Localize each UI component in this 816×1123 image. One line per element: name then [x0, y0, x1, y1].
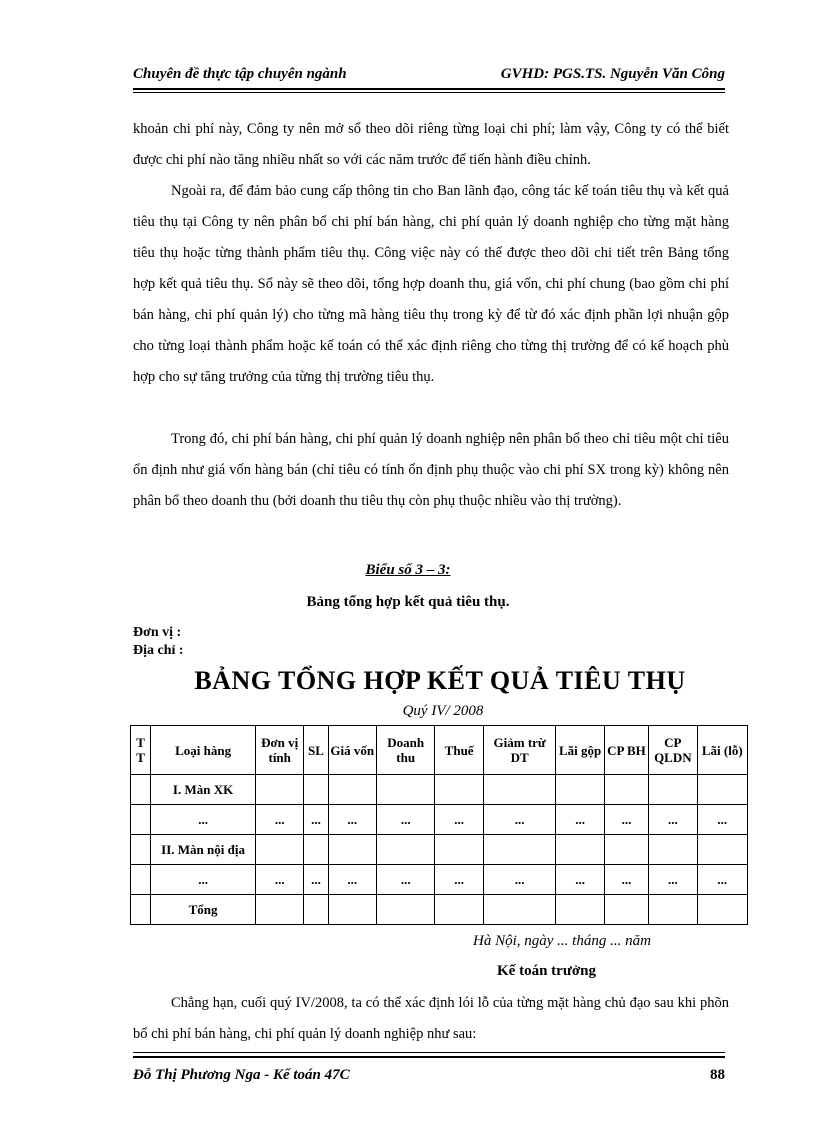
column-header: T T — [131, 726, 151, 775]
paragraph-2: Ngoài ra, để đảm bảo cung cấp thông tin cho Ban lãnh đạo, công tác kế toán tiêu thụ và kết quả tiêu thụ tại Công ty nên phân bổ chi phí bán hàng, chi phí quản lý doanh nghiệp cho từng mặt hàng tiêu thụ hoặc từng thành phẩm tiêu thụ. Công việc này có thể được theo dõi chi tiết trên Bảng tổng hợp kết quả tiêu thụ. Sổ này sẽ theo dõi, tổng hợp doanh thu, giá vốn, chi phí chung (bao gồm chi phí bán hàng, chi phí quản lý) cho từng mã hàng tiêu thụ trong kỳ để từ đó xác định phần lợi nhuận gộp cho từng loại thành phẩm hoặc kế toán có thể xác định riêng cho từng thị trường để có kế hoạch phù hợp cho sự tăng trưởng của từng thị trường tiêu thụ. — [133, 183, 729, 385]
column-header: Lãi (lỗ) — [697, 726, 747, 775]
table-cell — [328, 895, 376, 925]
table-cell — [131, 835, 151, 865]
table-cell — [131, 805, 151, 835]
table-cell — [697, 775, 747, 805]
column-header: Lãi gộp — [556, 726, 604, 775]
table-cell — [697, 835, 747, 865]
table-cell — [483, 895, 556, 925]
paragraph-3: Trong đó, chi phí bán hàng, chi phí quản lý doanh nghiệp nên phân bổ theo chỉ tiêu một chỉ tiêu ổn định như giá vốn hàng bán (chỉ tiêu có tính ổn định phụ thuộc vào chi phí SX trong kỳ) không nên phân bổ theo doanh thu (bởi doanh thu tiêu thụ còn phụ thuộc nhiều vào thị trường). — [133, 431, 729, 509]
table-cell — [328, 835, 376, 865]
footer-rule-thin — [133, 1052, 725, 1053]
table-cell: Tổng — [151, 895, 256, 925]
table-cell — [556, 895, 604, 925]
column-header: CP QLDN — [649, 726, 697, 775]
page-number: 88 — [710, 1067, 725, 1083]
table-cell: II. Màn nội địa — [151, 835, 256, 865]
table-row — [131, 865, 748, 895]
column-header: Giảm trừ DT — [483, 726, 556, 775]
table-cell: ... — [604, 805, 648, 835]
table-cell — [256, 835, 304, 865]
table-cell: ... — [376, 805, 434, 835]
footer-author: Đỗ Thị Phương Nga - Kế toán 47C — [133, 1067, 350, 1083]
header-left-text: Chuyên đề thực tập chuyên ngành — [133, 66, 347, 82]
table-cell — [376, 895, 434, 925]
table-cell — [304, 775, 328, 805]
table-cell — [304, 835, 328, 865]
table-cell: ... — [604, 865, 648, 895]
paragraph-4: Chẳng hạn, cuối quý IV/2008, ta có thể xác định lói lỗ của từng mặt hàng chủ đạo sau khi phõn bổ chi phí bán hàng, chi phí quản lý doanh nghiệp như sau: — [133, 995, 729, 1042]
table-cell — [328, 775, 376, 805]
table-cell: ... — [697, 805, 747, 835]
table-cell — [131, 865, 151, 895]
table-cell: ... — [697, 865, 747, 895]
table-cell: I. Màn XK — [151, 775, 256, 805]
address-label: Địa chỉ : — [133, 643, 184, 658]
table-cell: ... — [556, 865, 604, 895]
table-cell — [604, 775, 648, 805]
column-header: Loại hàng — [151, 726, 256, 775]
table-cell: ... — [435, 865, 483, 895]
column-header: Đơn vị tính — [256, 726, 304, 775]
paragraph-1: khoản chi phí này, Công ty nên mở sổ theo dõi riêng từng loại chi phí; làm vậy, Công ty có thể biết được chi phí nào tăng nhiều nhất so với các năm trước để tiến hành điều chỉnh. — [133, 121, 729, 168]
table-header-row — [131, 726, 748, 775]
table-cell — [697, 895, 747, 925]
table-cell — [376, 835, 434, 865]
table-cell: ... — [328, 865, 376, 895]
header-right-text: GVHD: PGS.TS. Nguyễn Văn Công — [500, 66, 725, 82]
table-cell — [604, 895, 648, 925]
signer-title: Kế toán trưởng — [497, 963, 596, 979]
table-row — [131, 835, 748, 865]
table-cell — [556, 775, 604, 805]
header-rule-thin — [133, 92, 725, 93]
table-cell: ... — [151, 805, 256, 835]
table-cell: ... — [483, 805, 556, 835]
table-cell — [435, 835, 483, 865]
table-cell: ... — [304, 865, 328, 895]
table-title: BẢNG TỔNG HỢP KẾT QUẢ TIÊU THỤ — [194, 666, 686, 695]
table-cell — [649, 835, 697, 865]
column-header: Giá vốn — [328, 726, 376, 775]
table-cell — [483, 775, 556, 805]
column-header: SL — [304, 726, 328, 775]
table-cell — [304, 895, 328, 925]
table-cell: ... — [649, 805, 697, 835]
table-cell: ... — [556, 805, 604, 835]
header-rule-thick — [133, 88, 725, 90]
page-footer — [133, 1064, 725, 1088]
place-date: Hà Nội, ngày ... tháng ... năm — [473, 933, 651, 949]
table-row — [131, 805, 748, 835]
table-cell — [435, 775, 483, 805]
table-cell — [649, 895, 697, 925]
table-cell: ... — [328, 805, 376, 835]
table-cell — [556, 835, 604, 865]
table-period: Quý IV/ 2008 — [402, 703, 484, 719]
table-cell: ... — [376, 865, 434, 895]
table-cell — [604, 835, 648, 865]
table-cell — [435, 895, 483, 925]
table-cell: ... — [483, 865, 556, 895]
table-cell: ... — [304, 805, 328, 835]
page-header — [133, 62, 725, 88]
table-cell: ... — [151, 865, 256, 895]
column-header: CP BH — [604, 726, 648, 775]
table-cell: ... — [256, 865, 304, 895]
footer-rule-thick — [133, 1056, 725, 1058]
table-cell — [131, 895, 151, 925]
table-cell — [376, 775, 434, 805]
table-cell — [256, 895, 304, 925]
column-header: Thuế — [435, 726, 483, 775]
table-cell: ... — [435, 805, 483, 835]
table-cell — [131, 775, 151, 805]
unit-label: Đơn vị : — [133, 625, 182, 640]
form-subtitle: Bảng tổng hợp kết quả tiêu thụ. — [306, 594, 510, 610]
table-row — [131, 895, 748, 925]
summary-table — [130, 725, 748, 925]
column-header: Doanh thu — [376, 726, 434, 775]
table-cell: ... — [649, 865, 697, 895]
table-cell — [256, 775, 304, 805]
table-body — [131, 775, 748, 925]
table-row — [131, 775, 748, 805]
form-number: Biểu số 3 – 3: — [365, 562, 451, 578]
table-cell: ... — [256, 805, 304, 835]
table-cell — [649, 775, 697, 805]
table-cell — [483, 835, 556, 865]
